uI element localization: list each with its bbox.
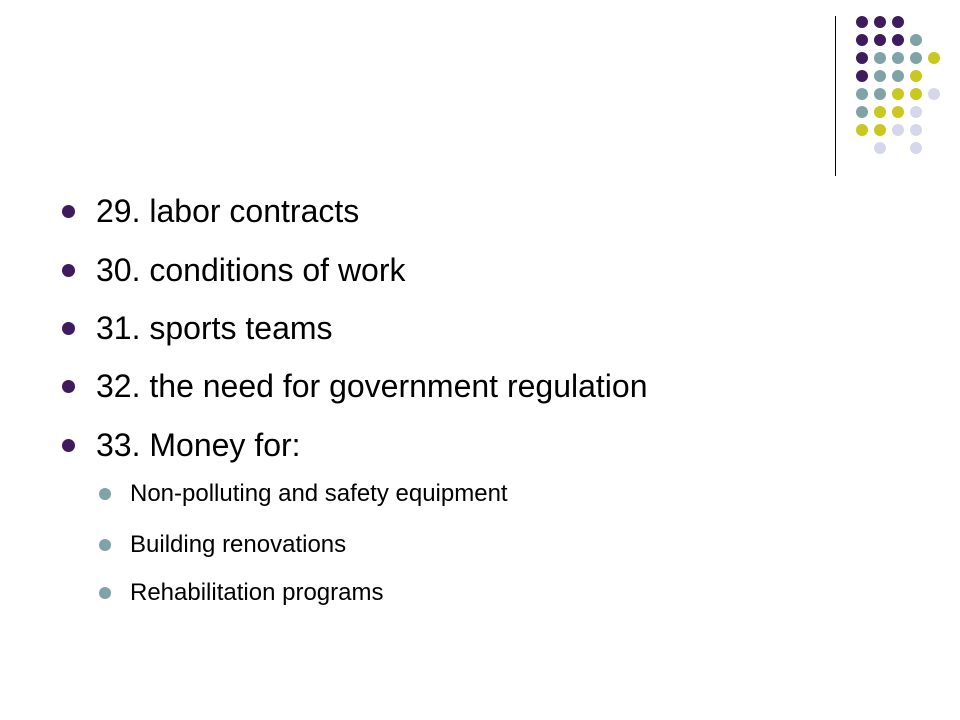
- bullet-text: 29. labor contracts: [96, 193, 360, 229]
- bullet-item-33: [96, 427, 301, 463]
- bullet-text: 33. Money for:: [96, 427, 301, 463]
- sub-bullet-text: Building renovations: [130, 531, 347, 558]
- bullet-dot-icon: [62, 439, 75, 452]
- bullet-dot-icon: [62, 322, 75, 335]
- sub-bullet-item-3: [130, 579, 383, 607]
- bullet-item-31: [96, 310, 333, 346]
- bullet-text: 30. conditions of work: [96, 252, 406, 288]
- sub-bullet-text: Non-polluting and safety equipment: [130, 480, 508, 507]
- bullet-dot-icon: [62, 264, 75, 277]
- bullet-item-30: [96, 252, 406, 288]
- bullet-text: 32. the need for government regulation: [96, 368, 648, 404]
- sub-bullet-dot-icon: [99, 539, 111, 551]
- sub-bullet-dot-icon: [99, 587, 111, 599]
- bullet-text: 31. sports teams: [96, 310, 333, 346]
- bullet-dot-icon: [62, 205, 75, 218]
- sub-bullet-text: Rehabilitation programs: [130, 579, 384, 606]
- bullet-dot-icon: [62, 380, 75, 393]
- bullet-item-29: [96, 193, 359, 229]
- sub-bullet-dot-icon: [99, 488, 111, 500]
- sub-bullet-item-2: [130, 531, 346, 559]
- sub-bullet-item-1: [130, 480, 508, 508]
- bullet-item-32: [96, 368, 647, 404]
